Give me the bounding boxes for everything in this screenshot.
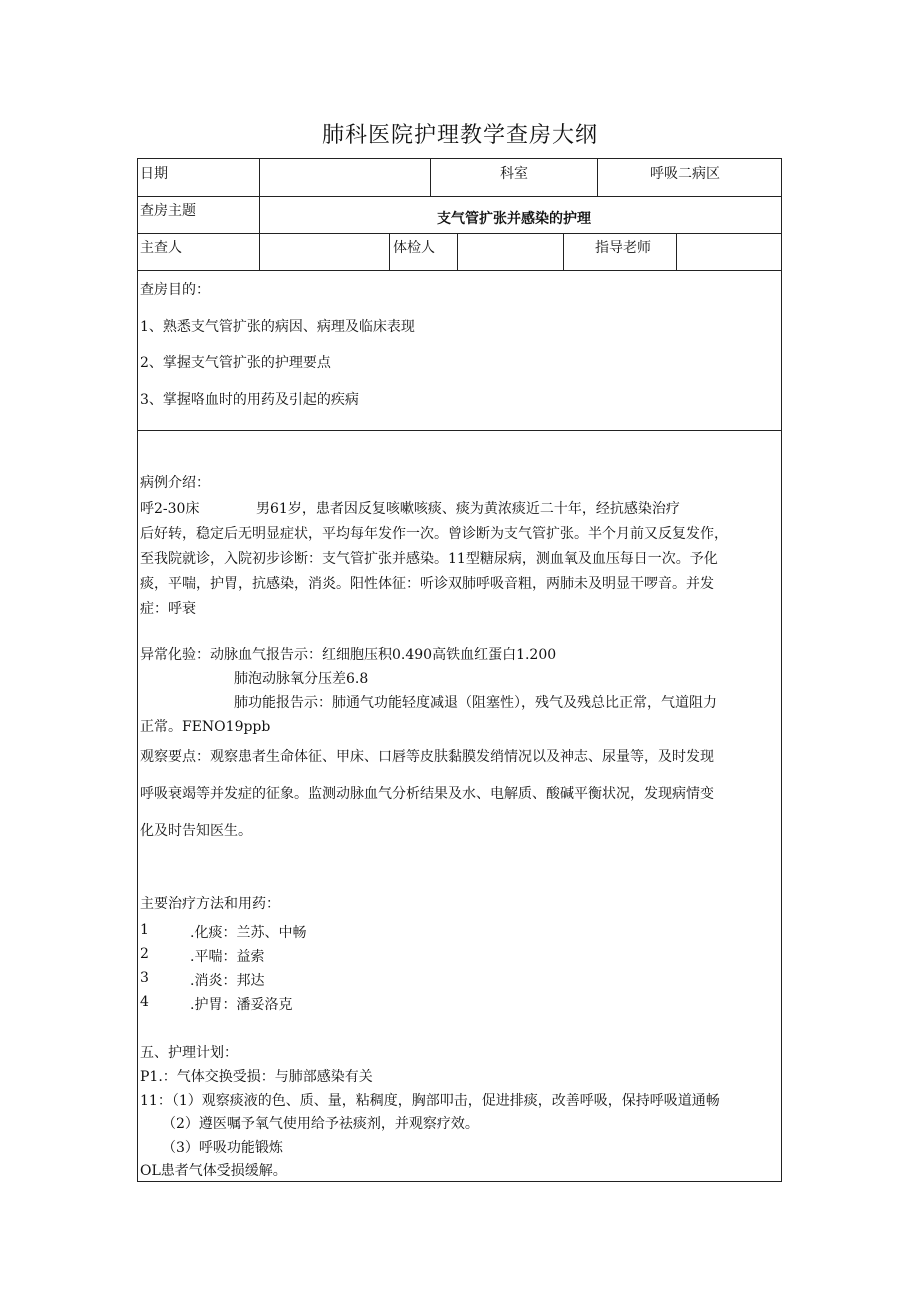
case-line: 痰，平喘，护胃，抗感染，消炎。阳性体征：听诊双肺呼吸音粗，两肺未及明显干啰音。并发 xyxy=(140,576,714,592)
table-col-divider xyxy=(259,196,260,233)
department-label: 科室 xyxy=(500,166,528,182)
page-title: 肺科医院护理教学查房大纲 xyxy=(321,123,598,148)
plan-line: 11：（1）观察痰液的色、质、量，粘稠度，胸部叩击，促进排痰，改善呼吸，保持呼吸道通畅 xyxy=(140,1093,720,1109)
table-row-divider xyxy=(137,196,781,197)
treatment-item-number: 2 xyxy=(140,946,149,962)
date-label: 日期 xyxy=(140,166,168,182)
observation-line: 化及时告知医生。 xyxy=(140,823,252,839)
plan-line: （2）遵医嘱予氧气使用给予祛痰剂，并观察疗效。 xyxy=(162,1116,479,1132)
department-value: 呼吸二病区 xyxy=(650,166,720,182)
observation-line: 呼吸衰竭等并发症的征象。监测动脉血气分析结果及水、电解质、酸碱平衡状况，发现病情变 xyxy=(140,786,714,802)
case-first-line: 男61岁，患者因反复咳嗽咳痰、痰为黄浓痰近二十年，经抗感染治疗 xyxy=(256,501,680,517)
objective-item: 2、掌握支气管扩张的护理要点 xyxy=(140,355,331,371)
table-col-divider xyxy=(389,233,390,270)
plan-line: （3）呼吸功能锻炼 xyxy=(162,1140,283,1156)
treatment-item-text: .消炎：邦达 xyxy=(190,973,265,989)
lab-line: 异常化验：动脉血气报告示：红细胞压积0.490高铁血红蛋白1.200 xyxy=(140,647,557,663)
table-row-divider xyxy=(137,430,781,431)
table-col-divider xyxy=(457,233,458,270)
topic-label: 查房主题 xyxy=(140,203,196,219)
observation-line: 观察要点：观察患者生命体征、甲床、口唇等皮肤黏膜发绡情况以及神志、尿量等，及时发现 xyxy=(140,749,714,765)
case-line: 至我院就诊，入院初步诊断：支气管扩张并感染。11型糖尿病，测血氧及血压每日一次。予化 xyxy=(140,551,718,567)
examinee-label: 体检人 xyxy=(393,240,435,256)
treatment-item-number: 3 xyxy=(140,970,149,986)
table-row-divider xyxy=(137,270,781,271)
plan-line: OL患者气体受损缓解。 xyxy=(140,1163,287,1179)
topic-value: 支气管扩张并感染的护理 xyxy=(437,211,591,227)
lab-line: 正常。FENO19ppb xyxy=(140,719,271,735)
case-line: 后好转，稳定后无明显症状，平均每年发作一次。曾诊断为支气管扩张。半个月前又反复发作， xyxy=(140,526,728,542)
treatment-item-text: .平喘：益索 xyxy=(190,949,265,965)
objective-item: 3、掌握咯血时的用药及引起的疾病 xyxy=(140,392,359,408)
plan-line: P1.：气体交换受损：与肺部感染有关 xyxy=(140,1069,373,1085)
lab-line: 肺泡动脉氧分压差6.8 xyxy=(234,671,369,687)
plan-heading: 五、护理计划： xyxy=(140,1045,238,1061)
mentor-label: 指导老师 xyxy=(595,240,651,256)
table-col-divider xyxy=(597,158,598,196)
case-bed: 呼2-30床 xyxy=(140,501,200,517)
objectives-heading: 查房目的： xyxy=(140,282,210,298)
table-col-divider xyxy=(430,158,431,196)
table-row-divider xyxy=(137,233,781,234)
treatment-item-text: .护胃：潘妥洛克 xyxy=(190,997,293,1013)
table-col-divider xyxy=(259,158,260,196)
table-col-divider xyxy=(676,233,677,270)
lab-line: 肺功能报告示：肺通气功能轻度减退（阻塞性），残气及残总比正常，气道阻力 xyxy=(234,695,717,711)
table-col-divider xyxy=(563,233,564,270)
case-line: 症：呼衰 xyxy=(140,601,196,617)
objective-item: 1、熟悉支气管扩张的病因、病理及临床表现 xyxy=(140,319,415,335)
treatment-item-number: 1 xyxy=(140,922,149,938)
treatment-heading: 主要治疗方法和用药： xyxy=(140,896,280,912)
host-label: 主查人 xyxy=(140,240,182,256)
treatment-item-number: 4 xyxy=(140,994,149,1010)
case-heading: 病例介绍： xyxy=(140,475,210,491)
table-col-divider xyxy=(259,233,260,270)
treatment-item-text: .化痰：兰苏、中畅 xyxy=(190,925,307,941)
